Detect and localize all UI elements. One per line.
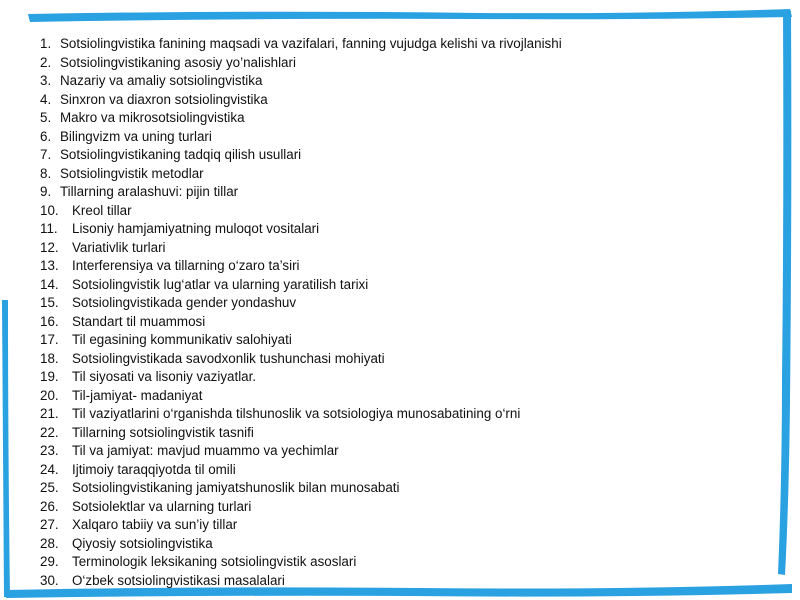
item-text: Til vaziyatlarini o‘rganishda tilshunoslik va sotsiologiya munosabatining o‘rni — [72, 406, 521, 421]
item-number: 19. — [40, 369, 59, 384]
item-number: 20. — [40, 387, 59, 403]
list-item — [40, 165, 780, 184]
list-item — [40, 442, 780, 461]
list-item — [40, 405, 780, 424]
item-text: Sotsiolektlar va ularning turlari — [72, 498, 252, 514]
list-item — [40, 220, 780, 239]
item-text: Nazariy va amaliy sotsiolingvistika — [60, 73, 263, 88]
item-text: Sotsiolingvistika fanining maqsadi va vazifalari, fanning vujudga kelishi va rivojlanishi — [60, 36, 562, 51]
item-text: Til va jamiyat: mavjud muammo va yechimlar — [72, 443, 339, 458]
item-number: 27. — [40, 517, 59, 532]
list-item — [40, 183, 780, 202]
frame-top-stroke — [28, 9, 792, 22]
item-number: 30. — [40, 572, 59, 588]
item-text: Sinxron va diaxron sotsiolingvistika — [60, 91, 268, 107]
item-text: Lisoniy hamjamiyatning muloqot vositalari — [72, 221, 320, 236]
list-item — [40, 350, 780, 369]
list-item — [40, 331, 780, 350]
item-text: Sotsiolingvistikada savodxonlik tushunchasi mohiyati — [72, 350, 385, 366]
item-number: 15. — [40, 295, 59, 310]
list-item — [40, 276, 780, 295]
item-number: 23. — [40, 443, 59, 458]
list-item — [40, 387, 780, 406]
item-number: 18. — [40, 350, 59, 366]
list-item — [40, 109, 780, 128]
list-item — [40, 498, 780, 517]
list-item — [40, 146, 780, 165]
item-text: Bilingvizm va uning turlari — [60, 128, 212, 144]
item-text: Til egasining kommunikativ salohiyati — [72, 332, 292, 347]
item-number: 9. — [40, 184, 52, 199]
item-text: Sotsiolingvistikaning tadqiq qilish usullari — [60, 147, 302, 162]
list-item — [40, 313, 780, 332]
item-text: Sotsiolingvistikada gender yondashuv — [72, 295, 297, 310]
item-number: 25. — [40, 480, 59, 495]
item-number: 11. — [40, 221, 58, 236]
item-number: 2. — [40, 54, 52, 70]
list-item — [40, 461, 780, 480]
item-number: 16. — [40, 313, 59, 329]
item-text: Sotsiolingvistikaning jamiyatshunoslik bilan munosabati — [72, 480, 400, 495]
item-text: Kreol tillar — [72, 202, 132, 218]
list-item — [40, 553, 780, 572]
item-text: Tillarning sotsiolingvistik tasnifi — [72, 424, 254, 440]
item-text: Xalqaro tabiiy va sun’iy tillar — [72, 517, 238, 532]
item-text: Variativlik turlari — [72, 239, 166, 255]
item-text: Sotsiolingvistikaning asosiy yo’nalishlari — [60, 54, 296, 70]
list-item — [40, 424, 780, 443]
list-item — [40, 54, 780, 73]
item-text: Tillarning aralashuvi: pijin tillar — [60, 184, 239, 199]
list-item — [40, 128, 780, 147]
item-number: 28. — [40, 535, 59, 551]
item-text: Til-jamiyat- madaniyat — [72, 387, 203, 403]
item-number: 14. — [40, 276, 59, 292]
list-item — [40, 202, 780, 221]
item-number: 21. — [40, 406, 59, 421]
item-number: 22. — [40, 424, 59, 440]
item-number: 8. — [40, 165, 52, 181]
item-number: 4. — [40, 91, 52, 107]
list-item — [40, 516, 780, 535]
item-number: 3. — [40, 73, 52, 88]
item-text: Standart til muammosi — [72, 313, 206, 329]
item-number: 26. — [40, 498, 59, 514]
item-text: O‘zbek sotsiolingvistikasi masalalari — [72, 572, 285, 588]
list-item — [40, 572, 780, 591]
list-item — [40, 294, 780, 313]
item-text: Interferensiya va tillarning o‘zaro ta’siri — [72, 258, 300, 273]
item-number: 6. — [40, 128, 52, 144]
frame-left-stroke — [2, 300, 10, 597]
item-number: 1. — [40, 36, 52, 51]
list-item — [40, 35, 780, 54]
item-text: Sotsiolingvistik lug‘atlar va ularning yaratilish tarixi — [72, 276, 369, 292]
topic-list — [40, 35, 780, 590]
list-item — [40, 239, 780, 258]
item-number: 24. — [40, 461, 59, 477]
item-text: Terminologik leksikaning sotsiolingvistik asoslari — [72, 554, 357, 569]
list-item — [40, 368, 780, 387]
item-text: Sotsiolingvistik metodlar — [60, 165, 204, 181]
frame-right-stroke — [778, 11, 791, 575]
list-item — [40, 72, 780, 91]
list-item — [40, 479, 780, 498]
item-text: Til siyosati va lisoniy vaziyatlar. — [72, 369, 257, 384]
item-text: Makro va mikrosotsiolingvistika — [60, 110, 245, 125]
item-text: Qiyosiy sotsiolingvistika — [72, 535, 213, 551]
item-number: 17. — [40, 332, 59, 347]
list-item — [40, 257, 780, 276]
item-number: 10. — [40, 202, 59, 218]
list-item — [40, 535, 780, 554]
item-number: 12. — [40, 239, 59, 255]
item-number: 7. — [40, 147, 52, 162]
item-number: 29. — [40, 554, 59, 569]
item-number: 13. — [40, 258, 59, 273]
item-text: Ijtimoiy taraqqiyotda til omili — [72, 461, 236, 477]
list-item — [40, 91, 780, 110]
item-number: 5. — [40, 110, 52, 125]
